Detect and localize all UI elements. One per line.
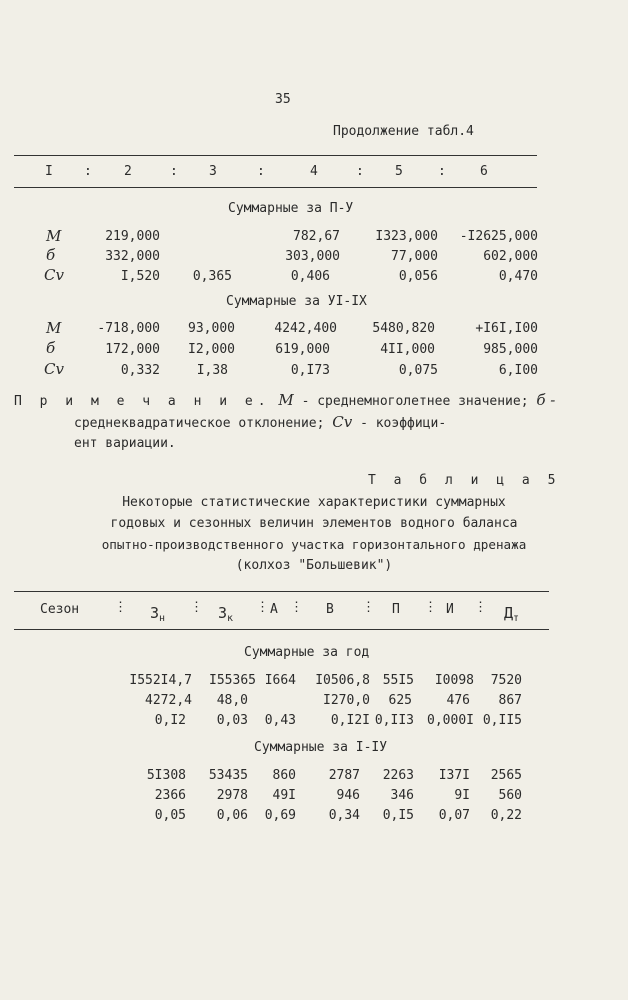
table-cell: I,38	[196, 363, 228, 378]
table4-header-sep: :	[438, 164, 446, 179]
header-separator: ⋮	[290, 600, 303, 615]
table-cell: I55365	[209, 673, 256, 688]
header-zn-sub: н	[159, 613, 166, 624]
header-separator: ⋮	[424, 600, 437, 615]
table4-header-col2: 2	[124, 164, 132, 179]
table-cell: 2366	[154, 788, 186, 803]
note-text: - коэффици-	[360, 416, 447, 431]
header-separator: ⋮	[256, 600, 269, 615]
note-symbol-mean: M	[278, 391, 294, 409]
table4-section2-title: Суммарные за УI-IX	[226, 294, 367, 309]
header-separator: ⋮	[114, 600, 127, 615]
table4-header-col6: 6	[480, 164, 488, 179]
table-cell: I2,000	[188, 342, 235, 357]
table-cell: I552I4,7	[129, 673, 192, 688]
header-a: А	[270, 602, 278, 617]
table-cell: -I2625,000	[459, 229, 538, 244]
table4-header-col5: 5	[395, 164, 403, 179]
header-v: В	[326, 602, 334, 617]
header-zn: З	[150, 604, 160, 622]
table4-header-col1: I	[45, 164, 53, 179]
table-cell: I664	[264, 673, 296, 688]
table-cell: 602,000	[483, 249, 538, 264]
table-cell: I,520	[120, 269, 160, 284]
table-cell: 0,69	[264, 808, 296, 823]
table5-top-rule	[14, 591, 549, 592]
table-cell: 4II,000	[380, 342, 435, 357]
header-separator: ⋮	[190, 600, 203, 615]
table4-section1-title: Суммарные за П-У	[228, 201, 354, 216]
table-cell: 476	[446, 693, 470, 708]
table-cell: 0,43	[264, 713, 296, 728]
row-label-sigma: б	[46, 339, 56, 357]
table-cell: 0,II3	[374, 713, 414, 728]
table5-title-line: Некоторые статистические характеристики суммарных	[122, 495, 506, 510]
header-i: И	[446, 602, 454, 617]
table-cell: 48,0	[216, 693, 248, 708]
table-cell: 2787	[328, 768, 360, 783]
table-cell: I37I	[438, 768, 470, 783]
table-cell: 2978	[216, 788, 248, 803]
table-continuation: Продолжение табл.4	[333, 124, 474, 139]
header-dt-sub: т	[513, 613, 520, 624]
table-cell: 0,05	[154, 808, 186, 823]
table-cell: 6,I00	[498, 363, 538, 378]
row-label-mean: M	[46, 319, 62, 337]
table-cell: 5480,820	[372, 321, 435, 336]
table4-header-rule	[14, 187, 537, 188]
table-cell: 49I	[272, 788, 296, 803]
note-symbol-sigma: б -	[536, 391, 556, 409]
table-cell: 946	[336, 788, 360, 803]
table-cell: 9I	[454, 788, 470, 803]
table-cell: 0,34	[328, 808, 360, 823]
note-symbol-cv: Cv	[332, 413, 353, 431]
note-text: - среднемноголетнее значение;	[301, 394, 529, 409]
table-cell: 860	[272, 768, 296, 783]
table-cell: 0,I5	[382, 808, 414, 823]
table-cell: 0,000I	[427, 713, 474, 728]
table4-header-col3: 3	[209, 164, 217, 179]
table-cell: 0,406	[290, 269, 330, 284]
header-dt: Д	[504, 604, 514, 622]
table-cell: 5I308	[146, 768, 186, 783]
header-separator: ⋮	[362, 600, 375, 615]
table-cell: 0,365	[192, 269, 232, 284]
table-cell: 0,22	[490, 808, 522, 823]
table5-header-rule	[14, 629, 549, 630]
row-label-sigma: б	[46, 246, 56, 264]
table4-header-sep: :	[170, 164, 178, 179]
table-cell: 625	[388, 693, 412, 708]
header-separator: ⋮	[474, 600, 487, 615]
page-number: 35	[275, 92, 291, 107]
row-label-cv: Cv	[44, 266, 64, 284]
table-cell: 0,332	[120, 363, 160, 378]
table-cell: 0,03	[216, 713, 248, 728]
note-label: П р и м е ч а н и е.	[14, 394, 271, 409]
table-cell: 619,000	[275, 342, 330, 357]
table-cell: 332,000	[105, 249, 160, 264]
header-p: П	[392, 602, 400, 617]
table-cell: 7520	[490, 673, 522, 688]
header-season: Сезон	[40, 602, 80, 617]
table5-label: Т а б л и ц а 5	[368, 473, 561, 488]
table-cell: 0,056	[398, 269, 438, 284]
table5-title-line: (колхоз "Большевик")	[235, 558, 393, 573]
table-cell: 782,67	[293, 229, 340, 244]
table-cell: 985,000	[483, 342, 538, 357]
table-cell: 55I5	[382, 673, 414, 688]
table-cell: 0,470	[498, 269, 538, 284]
table4-header-sep: :	[257, 164, 265, 179]
table-cell: 346	[390, 788, 414, 803]
table4-header-sep: :	[356, 164, 364, 179]
table5-title-line: годовых и сезонных величин элементов водного баланса	[110, 516, 518, 531]
table-cell: 4242,400	[274, 321, 337, 336]
header-zk-sub: к	[227, 613, 234, 624]
table-cell: +I6I,I00	[475, 321, 538, 336]
table-cell: 77,000	[391, 249, 438, 264]
table-cell: 867	[498, 693, 522, 708]
table5-section1-title: Суммарные за год	[244, 645, 370, 660]
table-cell: 2565	[490, 768, 522, 783]
row-label-cv: Cv	[44, 360, 64, 378]
table-cell: 0,I2	[154, 713, 186, 728]
table-cell: 4272,4	[145, 693, 192, 708]
table-cell: -718,000	[97, 321, 160, 336]
table-cell: I323,000	[375, 229, 438, 244]
table-cell: 0,II5	[482, 713, 522, 728]
table5-section2-title: Суммарные за I-IУ	[254, 740, 388, 755]
table-cell: 53435	[208, 768, 248, 783]
table-cell: 0,I73	[290, 363, 330, 378]
table-cell: 219,000	[105, 229, 160, 244]
table-cell: 0,075	[398, 363, 438, 378]
table4-header-sep: :	[84, 164, 92, 179]
table5-title-line: опытно-производственного участка горизонтального дренажа	[101, 537, 527, 552]
table-cell: 303,000	[285, 249, 340, 264]
header-zk: З	[218, 604, 228, 622]
table-cell: I0098	[434, 673, 474, 688]
table-cell: I270,0	[323, 693, 370, 708]
table4-header-col4: 4	[310, 164, 318, 179]
table-cell: I0506,8	[315, 673, 370, 688]
table-cell: 172,000	[105, 342, 160, 357]
row-label-mean: M	[46, 227, 62, 245]
table-cell: 93,000	[188, 321, 235, 336]
table-cell: 2263	[382, 768, 414, 783]
table-cell: 0,06	[216, 808, 248, 823]
table-cell: 0,I2I	[330, 713, 370, 728]
table-cell: 560	[498, 788, 522, 803]
note-text: ент вариации.	[74, 436, 176, 451]
note-text: среднеквадратическое отклонение;	[74, 416, 325, 431]
table4-top-rule	[14, 155, 537, 156]
table-cell: 0,07	[438, 808, 470, 823]
